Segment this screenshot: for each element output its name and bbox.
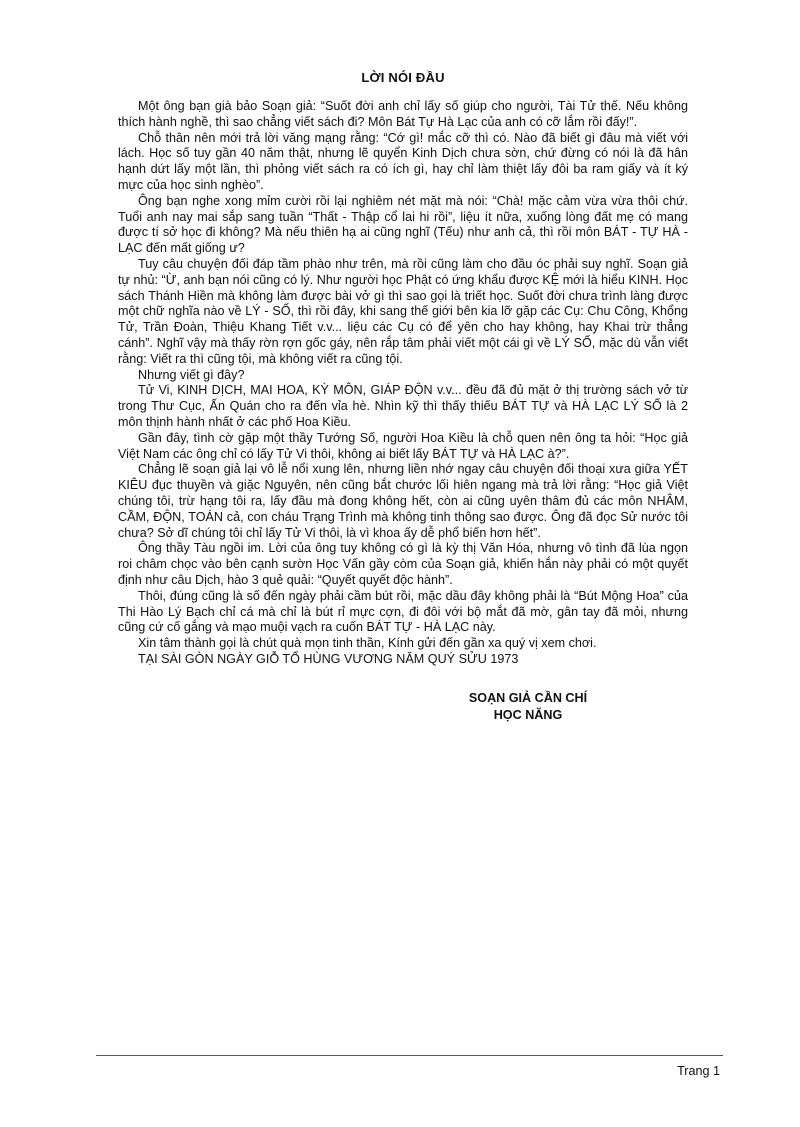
paragraph-11: Xin tâm thành gọi là chút quà mọn tinh thần, Kính gửi đến gần xa quý vị xem chơi. (138, 636, 597, 651)
paragraph-6: Tử Vi, KINH DỊCH, MAI HOA, KỲ MÔN, GIÁP ĐỘN v.v... đều đã đủ mặt ở thị trường sách vở từ trong Thư Cục, Ấn Quán cho ra đến vỉa hè. Nhìn kỹ thì thấy thiếu BÁT TỰ và HÀ LẠC LÝ SỐ là 2 môn thịnh hành nhất ở các phố Hoa Kiều. (118, 383, 688, 429)
signature-block (418, 690, 638, 724)
paragraph-9: Ông thầy Tàu ngồi im. Lời của ông tuy không có gì là kỳ thị Văn Hóa, nhưng vô tình đã lùa ngọn roi châm chọc vào bên cạnh sườn Học Vấn gầy còm của Soạn giả, khiến hắn này phải có một quyết định như câu Dịch, hào 3 quẻ quải: “Quyết quyết độc hành”. (118, 541, 688, 587)
page-number: Trang 1 (677, 1064, 720, 1078)
paragraph-8: Chẳng lẽ soạn giả lại vô lễ nổi xung lên, nhưng liền nhớ ngay câu chuyện đối thoại xưa giữa YẾT KIÊU đục thuyền và giặc Nguyên, nên cũng bắt chước lối hiên ngang mà trả lời rằng: “Học giả Việt chúng tôi, trừ hạng tôi ra, lấy đầu mà đong không hết, còn ai cũng uyên thâm đủ các môn NHÂM, CẦM, ĐỘN, TOÁN cả, con cháu Trạng Trình mà không tinh thông sao được. Ông đã đọc Sử nước tôi chưa? Sở dĩ chúng tôi chỉ lấy Tử Vi thôi, là vì khoa ấy dễ phổ biến hơn hết”. (118, 462, 688, 540)
dateline: TẠI SÀI GÒN NGÀY GIỖ TỔ HÙNG VƯƠNG NĂM QUÝ SỬU 1973 (138, 651, 519, 666)
paragraph-3: Ông bạn nghe xong mỉm cười rồi lại nghiêm nét mặt mà nói: “Chà! mặc cảm vừa vừa thôi chứ. Tuổi anh nay mai sắp sang tuần “Thất - Thập cổ lai hi rồi”, liệu ít nữa, xuống lòng đất mẹ có mang được tí sở học đi không? Mà nếu thiên hạ ai cũng nghĩ (Tếu) như anh cả, thì rồi môn BÁT - TỰ HÀ - LẠC đến mất giống ư? (118, 193, 688, 256)
paragraph-4: Tuy câu chuyện đối đáp tầm phào như trên, mà rồi cũng làm cho đầu óc phải suy nghĩ. Soạn giả tự nhủ: “Ừ, anh bạn nói cũng có lý. Như người học Phật có ứng khẩu được KỆ mới là hiểu KINH. Học sách Thánh Hiền mà không làm được bài vở gì thì sao gọi là triết học. Suốt đời chưa trình làng được một chữ nghĩa nào về LÝ - SỐ, thì rồi đây, khi sang thế giới bên kia lỡ gặp các Cụ: Chu Công, Khổng Tử, Trần Đoàn, Thiệu Khang Tiết v.v... liệu các Cụ có để yên cho hay không, hay Khai trừ thẳng cánh”. Nghĩ vậy mà thấy rờn rợn gốc gáy, nên rắp tâm phải viết một cái gì về LÝ SỐ, mặc dù vẫn viết rằng: Viết ra thì cũng tội, mà không viết ra cũng tội. (118, 256, 688, 366)
paragraph-2: Chỗ thân nên mới trả lời văng mạng rằng: “Cớ gì! mắc cỡ thì có. Nào đã biết gì đâu mà viết với lách. Học số tuy gần 40 năm thật, nhưng lẽ quyển Kinh Dịch chưa sờn, chứ đừng có nói là đã hân hạnh dứt lấy một lần, thì phỏng viết sách ra có ích gì, hay chỉ làm thiệt lấy đôi ba ram giấy và ít ký mực của học sinh nghèo”. (118, 130, 688, 192)
page-content (118, 70, 688, 724)
page-title: LỜI NÓI ĐẦU (361, 70, 445, 85)
paragraph-7: Gần đây, tình cờ gặp một thầy Tướng Số, người Hoa Kiều là chỗ quen nên ông ta hỏi: “Học giả Việt Nam các ông chỉ có lấy Tử Vi thôi, không ai biết lấy BÁT TỰ và HÀ LẠC à?”. (118, 430, 688, 461)
footer-divider (96, 1055, 723, 1056)
signature-line-2: HỌC NĂNG (493, 707, 563, 722)
paragraph-5: Nhưng viết gì đây? (138, 367, 245, 382)
paragraph-1: Một ông bạn già bảo Soạn giả: “Suốt đời anh chỉ lấy số giúp cho người, Tài Tử thế. Nếu không thích hành nghề, thì sao chẳng viết sách đi? Môn Bát Tự Hà Lạc của anh có cỡ lắm rồi đấy!”. (118, 99, 688, 129)
paragraph-10: Thôi, đúng cũng là số đến ngày phải cầm bút rồi, mặc dầu đây không phải là “Bút Mộng Hoa” của Thi Hào Lý Bạch chỉ cá mà chỉ là bút rỉ mực cợn, đi đôi với bộ mắt đã mờ, gân tay đã mỏi, nhưng cũng cứ cố gắng và mạo muội vạch ra cuốn BÁT TỰ - HÀ LẠC này. (118, 588, 688, 635)
signature-line-1: SOẠN GIẢ CẦN CHÍ (468, 690, 588, 705)
